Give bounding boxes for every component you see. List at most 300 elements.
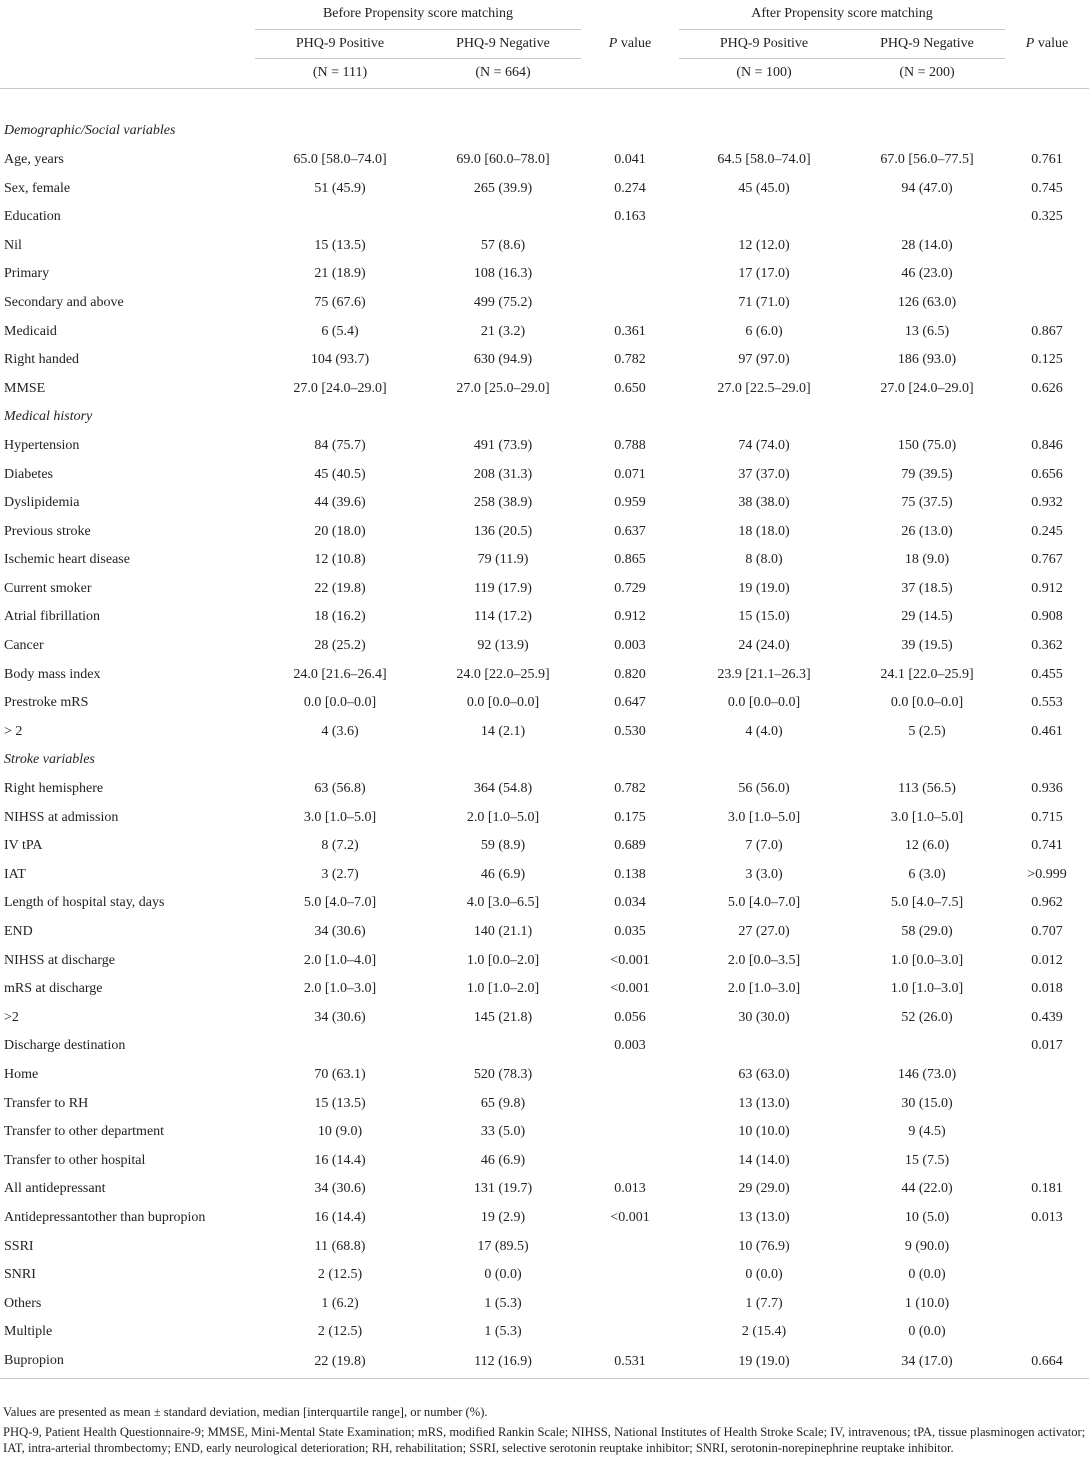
before-positive-cell: 6 (5.4) (321, 323, 359, 339)
before-p-value-cell: 0.034 (614, 895, 646, 911)
before-positive-cell: 1 (6.2) (321, 1295, 359, 1311)
before-positive-cell (255, 1032, 425, 1061)
after-positive-cell: 6 (6.0) (745, 323, 783, 339)
row-label: Bupropion (0, 1347, 255, 1378)
after-negative-cell: 75 (37.5) (901, 495, 953, 511)
after-p-value-cell (1005, 1290, 1089, 1319)
after-positive-cell: 5.0 [4.0–7.0] (727, 895, 801, 911)
row-label: IV tPA (4, 838, 43, 854)
after-positive-cell: 13 (13.0) (738, 1209, 790, 1225)
after-p-value-cell: 0.012 (1031, 952, 1063, 968)
table-header (0, 0, 1089, 117)
after-positive-cell: 63 (63.0) (738, 1066, 790, 1082)
table-row (0, 718, 1089, 747)
before-p-value-cell (581, 1061, 679, 1090)
table-row (0, 346, 1089, 375)
after-negative-cell: 0 (0.0) (908, 1267, 946, 1283)
row-label: Transfer to other department (4, 1124, 165, 1140)
before-p-value-cell: 0.647 (614, 695, 646, 711)
after-positive-cell: 8 (8.0) (745, 552, 783, 568)
row-label: NIHSS at admission (4, 809, 119, 825)
after-positive-cell (679, 1032, 849, 1061)
table-row (0, 232, 1089, 261)
row-label: All antidepressant (4, 1181, 106, 1197)
before-negative-cell: 69.0 [60.0–78.0] (456, 151, 550, 167)
after-positive-cell: 30 (30.0) (738, 1009, 790, 1025)
after-negative-cell: 0.0 [0.0–0.0] (890, 695, 964, 711)
before-positive-cell: 34 (30.6) (314, 1181, 366, 1197)
table-row (0, 546, 1089, 575)
before-negative-cell: 108 (16.3) (473, 266, 533, 282)
before-positive-cell: 70 (63.1) (314, 1066, 366, 1082)
before-p-value-cell: 0.912 (614, 609, 646, 625)
row-label: SSRI (4, 1238, 34, 1254)
table-row (0, 861, 1089, 890)
after-p-value-cell: 0.707 (1031, 924, 1063, 939)
table-row (0, 661, 1089, 690)
before-positive-cell: 12 (10.8) (314, 552, 366, 568)
table-row (0, 1233, 1089, 1262)
after-positive-cell: 13 (13.0) (738, 1095, 790, 1111)
before-positive-cell: 28 (25.2) (314, 638, 366, 654)
table-row (0, 318, 1089, 347)
after-p-value-cell: 0.439 (1031, 1009, 1063, 1025)
before-positive-cell: 44 (39.6) (314, 495, 366, 511)
row-label: END (4, 924, 33, 939)
after-negative-cell: 5.0 [4.0–7.5] (890, 895, 964, 911)
table-row (0, 289, 1089, 318)
before-p-value-cell: 0.782 (614, 781, 646, 797)
before-p-value-cell (581, 1090, 679, 1119)
before-negative-cell: 4.0 [3.0–6.5] (466, 895, 540, 911)
group-header-before: Before Propensity score matching (255, 0, 581, 29)
before-negative-cell: 24.0 [22.0–25.9] (456, 666, 550, 682)
before-positive-cell: 11 (68.8) (314, 1238, 366, 1254)
after-p-value-cell: 0.461 (1031, 723, 1063, 739)
before-p-value-cell (581, 1118, 679, 1147)
before-p-value-cell: 0.531 (581, 1347, 679, 1378)
before-positive-cell: 15 (13.5) (314, 1095, 366, 1111)
after-p-value-cell: 0.013 (1031, 1209, 1063, 1225)
after-positive-cell: 2 (15.4) (741, 1324, 787, 1340)
before-positive-cell: 34 (30.6) (314, 924, 366, 939)
after-p-value-cell (1005, 232, 1089, 261)
after-negative-cell: 79 (39.5) (901, 466, 953, 482)
group-header-after: After Propensity score matching (679, 0, 1005, 29)
header-empty (581, 59, 679, 89)
row-label: Home (4, 1066, 39, 1082)
before-negative-cell: 21 (3.2) (480, 323, 526, 339)
before-p-value-cell: 0.041 (614, 151, 646, 167)
after-negative-cell: 9 (90.0) (904, 1238, 950, 1254)
after-negative-cell: 30 (15.0) (901, 1095, 953, 1111)
before-p-value-cell (581, 1318, 679, 1347)
header-empty (0, 59, 255, 89)
after-p-value-cell: 0.362 (1031, 638, 1063, 654)
after-p-value-cell: 0.846 (1031, 437, 1063, 453)
before-negative-cell: 46 (6.9) (480, 1152, 526, 1168)
before-positive-cell: 5.0 [4.0–7.0] (303, 895, 377, 911)
before-positive-cell: 18 (16.2) (314, 609, 366, 625)
table-row (0, 1261, 1089, 1290)
row-label: Sex, female (4, 180, 71, 196)
before-positive-cell: 20 (18.0) (314, 523, 366, 539)
after-negative-cell: 18 (9.0) (904, 552, 950, 568)
row-label: Primary (4, 266, 50, 282)
after-positive-cell: 12 (12.0) (738, 237, 790, 253)
table-row (0, 1032, 1089, 1061)
table-row (0, 260, 1089, 289)
before-negative-cell: 57 (8.6) (480, 237, 526, 253)
after-negative-cell: 3.0 [1.0–5.0] (890, 809, 964, 825)
before-positive-cell: 8 (7.2) (321, 838, 359, 854)
before-negative-cell: 491 (73.9) (473, 437, 533, 453)
before-p-value-cell: 0.788 (614, 437, 646, 453)
n-after-positive: (N = 100) (679, 59, 849, 89)
table-row (0, 489, 1089, 518)
after-positive-cell: 4 (4.0) (745, 723, 783, 739)
before-p-value-cell: 0.361 (614, 323, 646, 339)
before-negative-cell: 119 (17.9) (474, 580, 532, 596)
table-row (0, 804, 1089, 833)
table-row (0, 632, 1089, 661)
after-p-value-cell: 0.455 (1031, 666, 1063, 682)
after-p-value-cell: 0.761 (1031, 151, 1063, 167)
table-row (0, 775, 1089, 804)
after-p-value-cell: >0.999 (1027, 866, 1067, 882)
before-positive-cell: 2.0 [1.0–3.0] (303, 981, 377, 997)
col-header-after-negative: PHQ-9 Negative (849, 29, 1005, 59)
after-positive-cell: 37 (37.0) (738, 466, 790, 482)
before-p-value-cell (581, 1233, 679, 1262)
after-negative-cell: 39 (19.5) (901, 638, 953, 654)
before-p-value-cell (581, 260, 679, 289)
col-header-after-p-value (1005, 29, 1089, 59)
after-p-value-cell (1005, 1147, 1089, 1176)
before-p-value-cell: 0.003 (614, 638, 646, 654)
after-positive-cell: 74 (74.0) (738, 437, 790, 453)
after-positive-cell: 27.0 [22.5–29.0] (717, 380, 811, 396)
after-negative-cell: 5 (2.5) (908, 723, 946, 739)
header-empty (0, 0, 255, 29)
after-positive-cell: 45 (45.0) (738, 180, 790, 196)
after-p-value-cell: 0.017 (1031, 1038, 1063, 1054)
row-label: >2 (4, 1009, 19, 1025)
before-p-value-cell: <0.001 (610, 952, 650, 968)
after-p-value-cell: 0.908 (1031, 609, 1063, 625)
before-negative-cell: 364 (54.8) (473, 781, 533, 797)
after-p-value-cell: 0.962 (1031, 895, 1063, 911)
row-label: IAT (4, 866, 26, 882)
after-p-value-cell: 0.245 (1031, 523, 1063, 539)
before-negative-cell: 92 (13.9) (477, 638, 529, 654)
after-p-value-cell: 0.125 (1031, 352, 1063, 368)
after-negative-cell: 94 (47.0) (901, 180, 953, 196)
after-p-value-cell: 0.936 (1031, 781, 1063, 797)
col-header-before-positive: PHQ-9 Positive (255, 29, 425, 59)
col-header-after-positive: PHQ-9 Positive (679, 29, 849, 59)
row-label: Current smoker (4, 580, 92, 596)
before-p-value-cell: 0.163 (614, 209, 646, 225)
after-positive-cell: 15 (15.0) (738, 609, 790, 625)
before-positive-cell: 27.0 [24.0–29.0] (293, 380, 387, 396)
before-positive-cell: 3 (2.7) (321, 866, 359, 882)
table-row (0, 1004, 1089, 1033)
before-negative-cell: 145 (21.8) (473, 1009, 533, 1025)
after-negative-cell: 1 (10.0) (904, 1295, 950, 1311)
table-row (0, 1118, 1089, 1147)
after-p-value-cell: 0.018 (1031, 981, 1063, 997)
after-negative-cell: 10 (5.0) (904, 1209, 950, 1225)
after-positive-cell: 19 (19.0) (679, 1347, 849, 1378)
row-label: Body mass index (4, 666, 101, 682)
before-p-value-cell (581, 232, 679, 261)
before-p-value-cell (581, 1147, 679, 1176)
after-p-value-cell (1005, 289, 1089, 318)
footnote-abbreviations: PHQ-9, Patient Health Questionnaire-9; MMSE, Mini-Mental State Examination; mRS, modified Rankin Scale; NIHSS, National Institutes of Health Stroke Scale; IV, intravenous; tPA, tissue plasminogen activator; IAT, intra-arterial thrombectomy; END, early neurological deterioration; RH, rehabilitation; SSRI, selective serotonin reuptake inhibitor; SNRI, serotonin-norepinephrine reuptake inhibitor. (3, 1425, 1086, 1455)
section-heading: Demographic/Social variables (4, 123, 176, 139)
after-positive-cell: 24 (24.0) (738, 638, 790, 654)
after-negative-cell: 46 (23.0) (901, 266, 953, 282)
after-p-value-cell (1005, 1061, 1089, 1090)
table-row (0, 1318, 1089, 1347)
table-row (0, 575, 1089, 604)
after-negative-cell: 34 (17.0) (849, 1347, 1005, 1378)
after-positive-cell: 10 (76.9) (738, 1238, 790, 1254)
before-negative-cell (425, 1032, 581, 1061)
before-positive-cell: 51 (45.9) (314, 180, 366, 196)
table-row (0, 375, 1089, 404)
after-positive-cell: 14 (14.0) (738, 1152, 790, 1168)
before-negative-cell: 2.0 [1.0–5.0] (466, 809, 540, 825)
after-p-value-cell: 0.741 (1031, 838, 1063, 854)
after-p-value-cell (1005, 1233, 1089, 1262)
before-p-value-cell: <0.001 (610, 981, 650, 997)
table-row (0, 975, 1089, 1004)
before-negative-cell: 258 (38.9) (473, 495, 533, 511)
after-p-value-cell: 0.656 (1031, 466, 1063, 482)
after-negative-cell (849, 203, 1005, 232)
after-positive-cell: 2.0 [0.0–3.5] (727, 952, 801, 968)
after-negative-cell: 186 (93.0) (897, 352, 957, 368)
table-row (0, 518, 1089, 547)
before-negative-cell: 112 (16.9) (425, 1347, 581, 1378)
table-row (0, 603, 1089, 632)
row-label: Education (4, 209, 61, 225)
after-negative-cell: 1.0 [1.0–3.0] (890, 981, 964, 997)
before-p-value-cell: 0.689 (614, 838, 646, 854)
after-positive-cell: 19 (19.0) (738, 580, 790, 596)
after-positive-cell: 10 (10.0) (738, 1124, 790, 1140)
after-positive-cell: 29 (29.0) (738, 1181, 790, 1197)
after-negative-cell: 12 (6.0) (904, 838, 950, 854)
after-positive-cell: 27 (27.0) (738, 924, 790, 939)
row-label: Discharge destination (4, 1038, 126, 1054)
before-positive-cell: 45 (40.5) (314, 466, 366, 482)
before-negative-cell: 0.0 [0.0–0.0] (466, 695, 540, 711)
after-p-value-cell: 0.553 (1031, 695, 1063, 711)
after-negative-cell: 28 (14.0) (901, 237, 953, 253)
before-p-value-cell: 0.782 (614, 352, 646, 368)
after-negative-cell: 26 (13.0) (901, 523, 953, 539)
row-label: Ischemic heart disease (4, 552, 130, 568)
after-positive-cell: 1 (7.7) (745, 1295, 783, 1311)
before-negative-cell: 27.0 [25.0–29.0] (456, 380, 550, 396)
section-row (0, 117, 1089, 146)
after-negative-cell (849, 1032, 1005, 1061)
header-empty (1005, 59, 1089, 89)
before-negative-cell: 14 (2.1) (480, 723, 526, 739)
before-negative-cell: 208 (31.3) (473, 466, 533, 482)
row-label: Age, years (4, 151, 64, 167)
after-negative-cell: 113 (56.5) (898, 781, 956, 797)
after-p-value-cell (1005, 260, 1089, 289)
col-header-before-negative: PHQ-9 Negative (425, 29, 581, 59)
after-negative-cell: 44 (22.0) (901, 1181, 953, 1197)
after-positive-cell: 17 (17.0) (738, 266, 790, 282)
after-p-value-cell: 0.767 (1031, 552, 1063, 568)
row-label: Dyslipidemia (4, 495, 80, 511)
table-row (0, 461, 1089, 490)
before-negative-cell: 114 (17.2) (474, 609, 532, 625)
after-positive-cell: 97 (97.0) (738, 352, 790, 368)
before-positive-cell: 3.0 [1.0–5.0] (303, 809, 377, 825)
before-negative-cell: 65 (9.8) (480, 1095, 526, 1111)
p-value-text: value (1034, 35, 1069, 51)
after-negative-cell: 29 (14.5) (901, 609, 953, 625)
row-label: Right hemisphere (4, 781, 104, 797)
p-value-text: value (617, 35, 652, 51)
before-p-value-cell (581, 1261, 679, 1290)
after-negative-cell: 52 (26.0) (901, 1009, 953, 1025)
after-positive-cell: 7 (7.0) (745, 838, 783, 854)
row-label: Cancer (4, 638, 44, 654)
table-body (0, 117, 1089, 1378)
after-negative-cell: 0 (0.0) (908, 1324, 946, 1340)
before-p-value-cell: 0.056 (614, 1009, 646, 1025)
after-negative-cell: 9 (4.5) (908, 1124, 946, 1140)
before-positive-cell: 22 (19.8) (314, 580, 366, 596)
before-negative-cell: 265 (39.9) (473, 180, 533, 196)
after-positive-cell: 0 (0.0) (745, 1267, 783, 1283)
row-label: mRS at discharge (4, 981, 103, 997)
table-row (0, 175, 1089, 204)
section-row (0, 746, 1089, 775)
row-label: NIHSS at discharge (4, 952, 115, 968)
before-positive-cell: 24.0 [21.6–26.4] (293, 666, 387, 682)
after-p-value-cell: 0.325 (1031, 209, 1063, 225)
after-positive-cell: 56 (56.0) (738, 781, 790, 797)
before-negative-cell: 1.0 [0.0–2.0] (466, 952, 540, 968)
before-p-value-cell: 0.003 (614, 1038, 646, 1054)
table-row (0, 1090, 1089, 1119)
row-label: SNRI (4, 1267, 36, 1283)
before-p-value-cell: <0.001 (610, 1209, 650, 1225)
table-row (0, 432, 1089, 461)
after-negative-cell: 1.0 [0.0–3.0] (890, 952, 964, 968)
after-negative-cell: 13 (6.5) (904, 323, 950, 339)
table-row (0, 1290, 1089, 1319)
header-empty (0, 29, 255, 59)
before-p-value-cell: 0.175 (614, 809, 646, 825)
after-p-value-cell: 0.181 (1031, 1181, 1063, 1197)
table-row (0, 1061, 1089, 1090)
before-p-value-cell: 0.530 (614, 723, 646, 739)
after-negative-cell: 37 (18.5) (901, 580, 953, 596)
table-row (0, 918, 1089, 947)
before-p-value-cell: 0.959 (614, 495, 646, 511)
before-positive-cell: 84 (75.7) (314, 437, 366, 453)
before-positive-cell: 2.0 [1.0–4.0] (303, 952, 377, 968)
before-positive-cell: 16 (14.4) (314, 1152, 366, 1168)
row-label: Medicaid (4, 323, 57, 339)
n-before-positive: (N = 111) (255, 59, 425, 89)
before-p-value-cell: 0.071 (614, 466, 646, 482)
before-p-value-cell: 0.637 (614, 523, 646, 539)
before-positive-cell: 10 (9.0) (317, 1124, 363, 1140)
after-p-value-cell (1005, 1318, 1089, 1347)
row-label: MMSE (4, 380, 46, 396)
after-positive-cell: 3.0 [1.0–5.0] (727, 809, 801, 825)
p-italic: P (608, 35, 618, 51)
after-negative-cell: 24.1 [22.0–25.9] (880, 666, 974, 682)
after-p-value-cell: 0.745 (1031, 180, 1063, 196)
row-label: Multiple (4, 1324, 53, 1340)
after-positive-cell: 18 (18.0) (738, 523, 790, 539)
table-row (0, 832, 1089, 861)
after-positive-cell: 71 (71.0) (738, 294, 790, 310)
row-label: Secondary and above (4, 294, 124, 310)
table-row (0, 1347, 1089, 1378)
table-row (0, 889, 1089, 918)
before-negative-cell: 140 (21.1) (473, 924, 533, 939)
before-positive-cell: 15 (13.5) (314, 237, 366, 253)
before-positive-cell: 104 (93.7) (310, 352, 370, 368)
before-negative-cell: 136 (20.5) (473, 523, 533, 539)
row-label: Hypertension (4, 437, 80, 453)
after-p-value-cell: 0.867 (1031, 323, 1063, 339)
row-label: Atrial fibrillation (4, 609, 101, 625)
before-positive-cell: 16 (14.4) (314, 1209, 366, 1225)
before-p-value-cell: 0.274 (614, 180, 646, 196)
after-negative-cell: 6 (3.0) (908, 866, 946, 882)
before-positive-cell: 2 (12.5) (317, 1267, 363, 1283)
before-negative-cell: 17 (89.5) (477, 1238, 529, 1254)
after-p-value-cell: 0.932 (1031, 495, 1063, 511)
n-before-negative: (N = 664) (425, 59, 581, 89)
table-footnotes (3, 1404, 1089, 1460)
row-label: Transfer to other hospital (4, 1152, 146, 1168)
after-positive-cell: 64.5 [58.0–74.0] (717, 151, 811, 167)
footnote-values: Values are presented as mean ± standard deviation, median [interquartile range], or number (%). (3, 1405, 488, 1419)
after-p-value-cell: 0.715 (1031, 809, 1063, 825)
after-negative-cell: 67.0 [56.0–77.5] (880, 151, 974, 167)
before-positive-cell: 75 (67.6) (314, 294, 366, 310)
section-heading: Stroke variables (4, 752, 95, 768)
after-positive-cell: 2.0 [1.0–3.0] (727, 981, 801, 997)
row-label: Nil (4, 237, 22, 253)
section-heading: Medical history (4, 409, 93, 425)
before-p-value-cell: 0.729 (614, 580, 646, 596)
before-negative-cell: 33 (5.0) (480, 1124, 526, 1140)
header-empty (581, 0, 679, 29)
after-negative-cell: 126 (63.0) (897, 294, 957, 310)
row-label: Transfer to RH (4, 1095, 89, 1111)
before-negative-cell: 59 (8.9) (480, 838, 526, 854)
table-row (0, 947, 1089, 976)
table-row (0, 146, 1089, 175)
before-negative-cell: 1 (5.3) (484, 1295, 522, 1311)
